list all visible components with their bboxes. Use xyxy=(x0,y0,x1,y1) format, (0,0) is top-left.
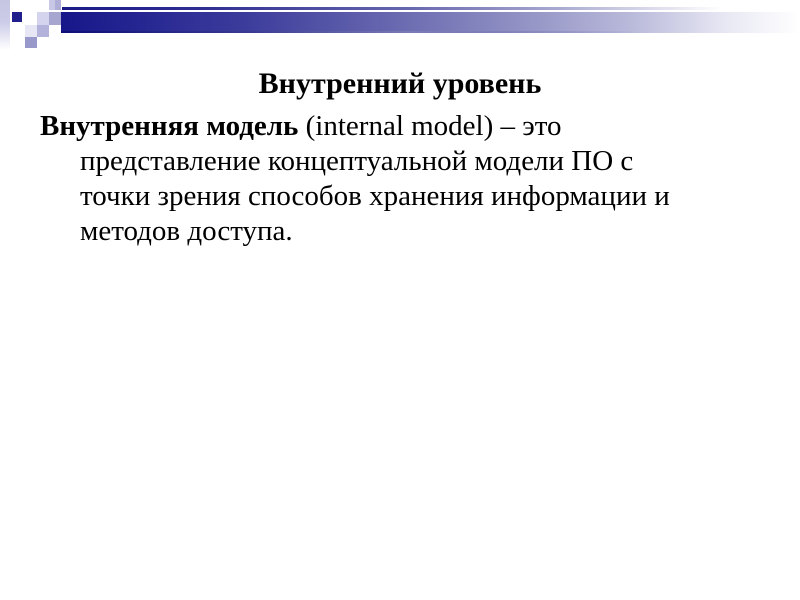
body-line-1 xyxy=(40,109,780,144)
slide-title: Внутренний уровень xyxy=(258,67,542,100)
decorative-square xyxy=(55,0,61,10)
body-line-4: методов доступа. xyxy=(80,215,293,247)
decorative-square xyxy=(25,37,37,48)
body-line-2: представление концептуальной модели ПО с xyxy=(80,145,634,177)
decorative-square xyxy=(49,12,61,25)
left-strip-decoration xyxy=(0,0,10,50)
body-line-3: точки зрения способов хранения информации и xyxy=(80,180,670,212)
decorative-square xyxy=(37,12,49,25)
decorative-square xyxy=(12,12,22,22)
body-line-1-bold-term: Внутренняя модель xyxy=(40,110,299,142)
header-bar-bottom-edge xyxy=(61,31,691,33)
slide-body-text xyxy=(40,109,780,249)
decorative-square xyxy=(25,25,37,37)
header-gradient-bar xyxy=(61,12,800,33)
decorative-square xyxy=(37,25,49,37)
top-thin-bar xyxy=(62,7,750,10)
body-line-1-rest: (internal model) – это xyxy=(298,110,562,142)
